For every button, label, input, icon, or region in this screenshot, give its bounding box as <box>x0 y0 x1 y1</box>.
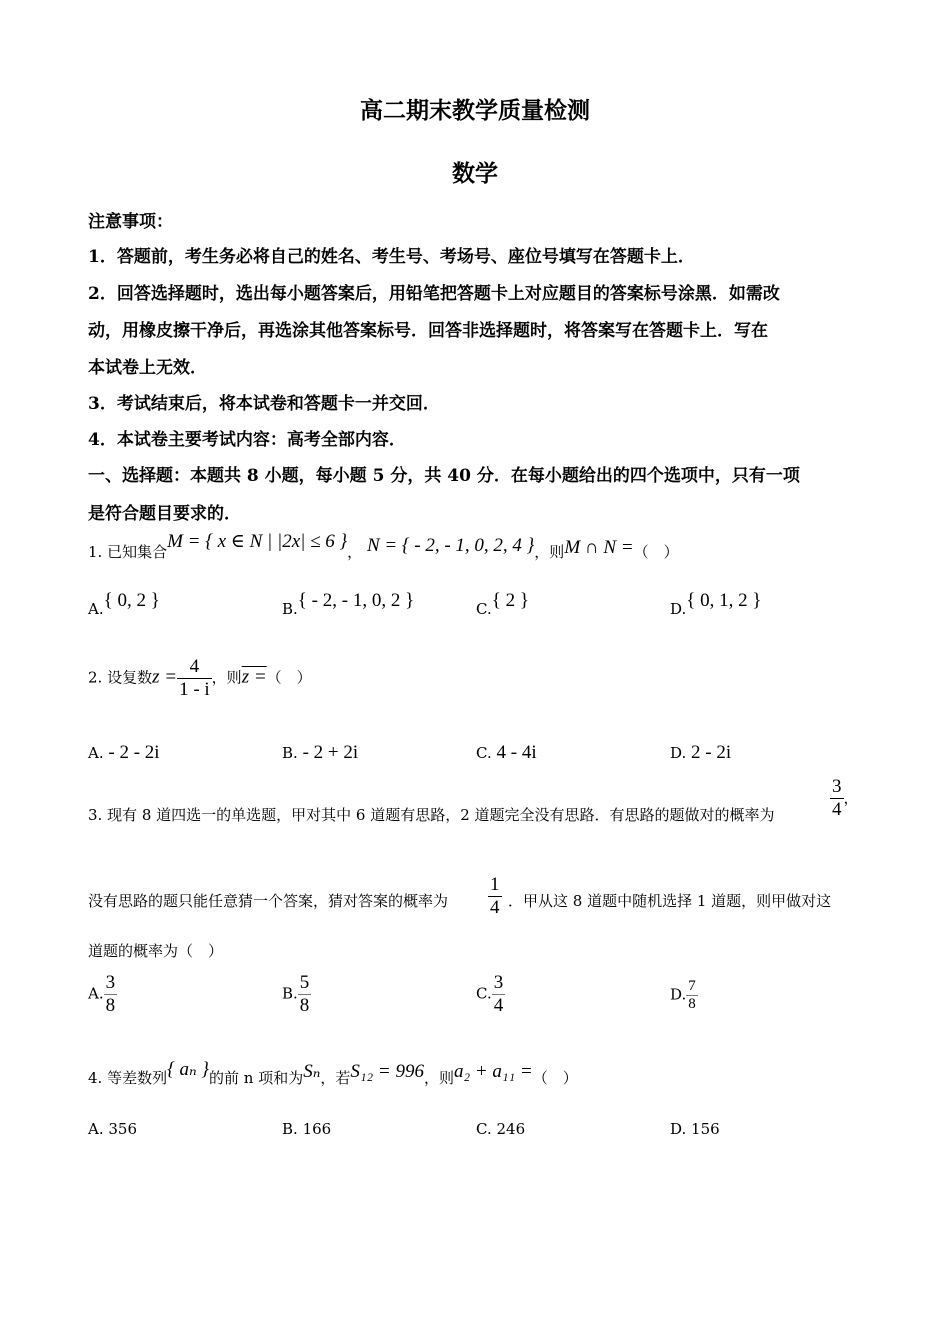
q3-option-b <box>282 972 311 1017</box>
question-1-expression: M ∩ N = <box>564 537 634 558</box>
fraction-numerator: 3 <box>105 972 116 993</box>
fraction-denominator: 8 <box>299 995 310 1016</box>
option-label: C. <box>476 984 492 1003</box>
question-1-paren: （ ） <box>633 543 679 561</box>
option-label: B. <box>282 744 298 762</box>
q3-option-a <box>88 972 117 1017</box>
option-value: 4 - 4i <box>496 742 537 763</box>
option-label: B. <box>282 600 298 618</box>
question-3-fraction-1 <box>830 776 859 821</box>
notice-item-4: 4．本试卷主要考试内容：高考全部内容． <box>88 430 406 450</box>
question-1-set-m: M = { x ∈ N | |2x| ≤ 6 } <box>167 531 348 552</box>
fraction-numerator: 4 <box>189 656 200 677</box>
question-4-if: ，若 <box>320 1069 351 1087</box>
fraction-numerator: 1 <box>490 874 500 895</box>
fraction-denominator: 8 <box>688 996 696 1012</box>
q1-option-a <box>88 590 160 620</box>
question-4 <box>88 1059 578 1089</box>
fraction-denominator: 4 <box>832 799 842 820</box>
option-label: A. <box>88 744 104 762</box>
option-value: { - 2, - 1, 0, 2 } <box>297 590 415 611</box>
question-1-prefix: 1. 已知集合 <box>88 543 168 561</box>
option-value: - 2 - 2i <box>108 742 160 763</box>
option-label: C. <box>476 744 492 762</box>
question-2-paren: （ ） <box>266 668 312 687</box>
fraction-denominator: 4 <box>490 897 500 918</box>
question-3-fraction-2 <box>488 874 502 919</box>
option-value: 2 - 2i <box>691 742 732 763</box>
option-label: A. <box>88 600 104 618</box>
option-value: 166 <box>302 1120 332 1138</box>
question-2-zbar: z = <box>241 666 267 688</box>
option-label: B. <box>282 984 298 1003</box>
question-4-sequence: { aₙ } <box>167 1059 209 1080</box>
q2-option-d <box>670 742 731 764</box>
option-label: A. <box>88 1120 104 1138</box>
q2-option-b <box>282 742 358 764</box>
option-value: { 0, 2 } <box>103 590 160 611</box>
notice-item-2-line-3: 本试卷上无效． <box>88 358 207 378</box>
notice-item-2-line-2: 动，用橡皮擦干净后，再选涂其他答案标号．回答非选择题时，将答案写在答题卡上．写在 <box>88 321 768 341</box>
question-2-z: z = <box>152 666 178 688</box>
q4-option-b <box>282 1120 331 1138</box>
option-value: { 2 } <box>491 590 529 611</box>
q1-option-c <box>476 590 529 620</box>
q2-option-c <box>476 742 537 764</box>
question-3-line-2-end <box>508 890 831 911</box>
option-value: 246 <box>496 1120 526 1138</box>
q2-option-a <box>88 742 160 764</box>
question-3-text-2b: ．甲从这 8 道题中随机选择 1 道题，则甲做对这 <box>508 892 832 910</box>
fraction-numerator: 5 <box>299 972 310 993</box>
option-value: 356 <box>108 1120 138 1138</box>
question-2-then: ，则 <box>211 668 242 687</box>
question-1-set-n: N = { - 2, - 1, 0, 2, 4 } <box>366 535 535 556</box>
section-1-line-2: 是符合题目要求的． <box>88 504 241 524</box>
question-3-comma: ， <box>843 789 859 807</box>
option-value: 156 <box>691 1120 720 1138</box>
subject-title: 数学 <box>452 160 498 187</box>
question-2 <box>88 656 312 701</box>
notice-heading: 注意事项： <box>88 212 173 232</box>
option-value: - 2 + 2i <box>302 742 359 763</box>
q1-option-d <box>670 590 762 620</box>
fraction-numerator: 3 <box>832 776 842 797</box>
q4-option-c <box>476 1120 525 1138</box>
question-4-expression: a₂ + a₁₁ = <box>453 1061 533 1082</box>
fraction-numerator: 7 <box>688 978 696 994</box>
notice-item-2-line-1: 2．回答选择题时，选出每小题答案后，用铅笔把答题卡上对应题目的答案标号涂黑．如需改 <box>88 284 780 304</box>
option-label: C. <box>476 600 492 618</box>
question-2-prefix: 2. 设复数 <box>88 668 153 687</box>
question-4-then: ，则 <box>423 1069 454 1087</box>
question-3-text-1: 3. 现有 8 道四选一的单选题，甲对其中 6 道题有思路，2 道题完全没有思路．有思路的题做对的概率为 <box>88 806 775 824</box>
question-4-paren: （ ） <box>532 1069 578 1087</box>
exam-title: 高二期末教学质量检测 <box>360 97 590 124</box>
question-1-comma: ， <box>347 543 363 561</box>
q1-option-b <box>282 590 415 620</box>
question-4-mid: 的前 n 项和为 <box>209 1069 304 1087</box>
question-4-sn: Sₙ <box>303 1061 321 1082</box>
option-label: B. <box>282 1120 298 1138</box>
option-label: D. <box>670 744 687 762</box>
q4-option-a <box>88 1120 137 1138</box>
q3-option-c <box>476 972 505 1017</box>
question-1-then: ，则 <box>534 543 565 561</box>
option-label: A. <box>88 984 104 1003</box>
option-label: D. <box>670 985 687 1004</box>
section-1-line-1: 一、选择题：本题共 8 小题，每小题 5 分，共 40 分．在每小题给出的四个选项中，只有一项 <box>88 466 800 486</box>
notice-item-3: 3．考试结束后，将本试卷和答题卡一并交回． <box>88 394 440 414</box>
question-4-s12: S₁₂ = 996 <box>350 1061 424 1082</box>
option-label: D. <box>670 1120 687 1138</box>
q4-option-d <box>670 1120 720 1138</box>
fraction-denominator: 1 - i <box>179 679 210 700</box>
fraction-denominator: 4 <box>493 995 504 1016</box>
q3-option-d <box>670 978 698 1013</box>
question-2-fraction <box>177 656 212 701</box>
option-label: D. <box>670 600 687 618</box>
option-value: { 0, 1, 2 } <box>686 590 762 611</box>
option-label: C. <box>476 1120 492 1138</box>
fraction-numerator: 3 <box>493 972 504 993</box>
fraction-denominator: 8 <box>105 995 116 1016</box>
question-3-text-3: 道题的概率为（ ） <box>88 942 224 960</box>
question-3-text-2a: 没有思路的题只能任意猜一个答案，猜对答案的概率为 <box>88 892 449 910</box>
question-3-line-3 <box>88 940 223 961</box>
notice-item-1: 1．答题前，考生务必将自己的姓名、考生号、考场号、座位号填写在答题卡上． <box>88 247 695 267</box>
question-3-line-1 <box>88 804 775 825</box>
question-3-line-2 <box>88 890 448 911</box>
question-1 <box>88 531 679 563</box>
question-4-prefix: 4. 等差数列 <box>88 1069 168 1087</box>
